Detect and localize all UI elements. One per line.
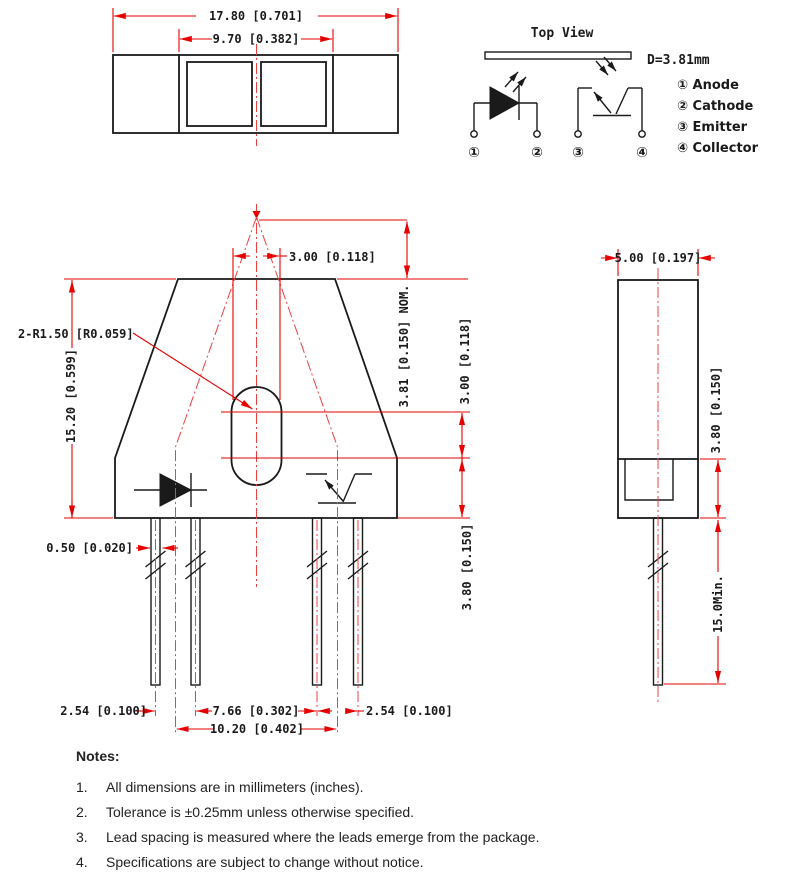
dim-top-width: 17.80 [0.701] (209, 9, 303, 23)
schematic-title: Top View (530, 26, 594, 41)
light-emission-arrows (505, 72, 526, 92)
note-number: 4. (76, 854, 88, 870)
legend-anode: ① Anode (677, 78, 739, 93)
dim-side-width: 5.00 [0.197] (614, 251, 702, 265)
dim-lead-min-length: 15.0Min. (711, 575, 725, 633)
dim-corner-radius: 2-R1.50 [R0.059] (18, 327, 134, 341)
front-leads (151, 518, 363, 685)
light-receiving-arrows (596, 57, 616, 75)
front-view-dimensions (18, 220, 474, 736)
note-number: 2. (76, 804, 88, 820)
dim-window-width: 9.70 [0.382] (212, 32, 300, 46)
front-center-lines (156, 204, 359, 733)
note-item-2 (76, 804, 736, 820)
dim-body-height: 15.20 [0.599] (64, 349, 78, 443)
note-item-1 (76, 779, 736, 795)
notes-title: Notes: (76, 748, 120, 764)
note-text: Lead spacing is measured where the leads emerge from the package. (106, 829, 540, 845)
reflector-bar (485, 52, 631, 59)
top-view-outline (113, 55, 398, 133)
note-text: Tolerance is ±0.25mm unless otherwise specified. (106, 804, 415, 820)
pin-numbers (468, 145, 648, 161)
front-diode-symbol (134, 473, 207, 507)
notes-section (76, 748, 736, 877)
note-text: Specifications are subject to change without notice. (106, 854, 424, 870)
dim-axis-offset: 3.00 [0.118] (458, 317, 472, 405)
note-text: All dimensions are in millimeters (inches). (106, 779, 364, 795)
dim-pitch-right: 2.54 [0.100] (366, 704, 453, 718)
distance-label: D=3.81mm (647, 53, 710, 68)
dim-focal-nom: 3.81 [0.150] NOM. (397, 284, 411, 408)
pin-1-label: ① (468, 145, 480, 161)
legend-emitter: ③ Emitter (677, 120, 748, 135)
side-view-dimensions (601, 249, 726, 702)
note-item-4 (76, 854, 736, 870)
note-number: 1. (76, 779, 88, 795)
note-item-3 (76, 829, 736, 845)
front-phototransistor-symbol (306, 474, 372, 503)
pin-4-label: ④ (636, 145, 648, 161)
legend-cathode: ② Cathode (677, 99, 754, 114)
dim-side-step: 3.80 [0.150] (709, 366, 723, 454)
phototransistor-symbol (575, 57, 645, 137)
dim-slot-width: 3.00 [0.118] (289, 250, 376, 264)
note-number: 3. (76, 829, 88, 845)
pin-legend (677, 78, 759, 156)
top-view-dimensions (113, 8, 398, 146)
dim-lead-width: 0.50 [0.020] (46, 541, 133, 555)
dim-axis-spacing: 10.20 [0.402] (210, 722, 304, 736)
led-symbol (471, 72, 540, 137)
dim-pitch-center: 7.66 [0.302] (212, 704, 300, 718)
pin-3-label: ③ (572, 145, 584, 161)
pin-2-label: ② (531, 145, 543, 161)
legend-collector: ④ Collector (677, 141, 758, 156)
dim-shoulder-height: 3.80 [0.150] (460, 523, 474, 611)
dim-pitch-left: 2.54 [0.100] (60, 704, 147, 718)
